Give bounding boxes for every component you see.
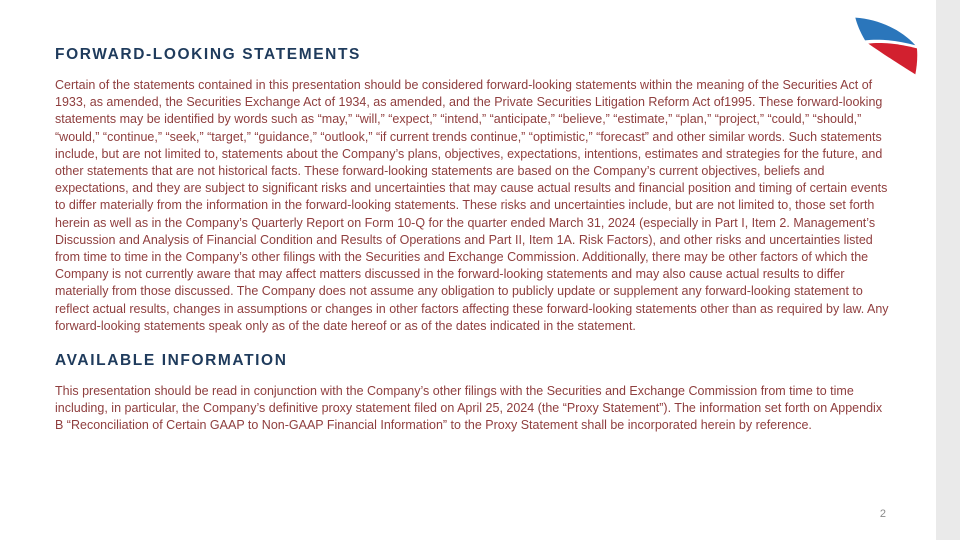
available-information-heading: AVAILABLE INFORMATION: [55, 352, 288, 370]
right-margin-strip: [936, 0, 960, 540]
forward-looking-statements-heading: FORWARD-LOOKING STATEMENTS: [55, 46, 361, 63]
page-number: 2: [879, 508, 886, 520]
slide-content: [55, 46, 891, 439]
forward-looking-statements-body: Certain of the statements contained in this presentation should be considered forward-looking statements within the meaning of the Securities Act of 1933, as amended, the Securities Exchange Act of 1934, as amended, and the Private Securities Litigation Reform Act of1995. These forward-looking statements may be identified by words such as “may,” “will,” “expect,” “intend,” “anticipate,” “believe,” “estimate,” “plan,” “project,” “could,” “should,” “would,” “continue,” “seek,” “target,” “guidance,” “outlook,” “if current trends continue,” “optimistic,” “forecast” and other similar words. Such statements include, but are not limited to, statements about the Company’s plans, objectives, expectations, intentions, estimates and strategies for the future, and other statements that are not historical facts. These forward-looking statements are based on the Company’s current objectives, beliefs and expectations, and they are subject to significant risks and uncertainties that may cause actual results and financial position and timing of certain events to differ materially from the information in the forward-looking statements. These risks and uncertainties include, but are not limited to, those set forth herein as well as in the Company’s Quarterly Report on Form 10-Q for the quarter ended March 31, 2024 (especially in Part I, Item 2. Management’s Discussion and Analysis of Financial Condition and Results of Operations and Part II, Item 1A. Risk Factors), and other risks and uncertainties listed from time to time in the Company’s other filings with the Securities and Exchange Commission. Additionally, there may be other factors of which the Company is not currently aware that may affect matters discussed in the forward-looking statements and may also cause actual results to differ materially from those discussed. The Company does not assume any obligation to publicly update or supplement any forward-looking statement to reflect actual results, changes in assumptions or changes in other factors affecting these forward-looking statements other than as required by law. Any forward-looking statements speak only as of the date hereof or as of the dates indicated in the statement.: [55, 78, 889, 333]
available-information-body: This presentation should be read in conjunction with the Company’s other filings with the Securities and Exchange Commission from time to time including, in particular, the Company’s definitive proxy statement filed on April 25, 2024 (the “Proxy Statement”). The information set forth on Appendix B “Reconciliation of Certain GAAP to Non-GAAP Financial Information” to the Proxy Statement shall be incorporated herein by reference.: [55, 384, 883, 433]
